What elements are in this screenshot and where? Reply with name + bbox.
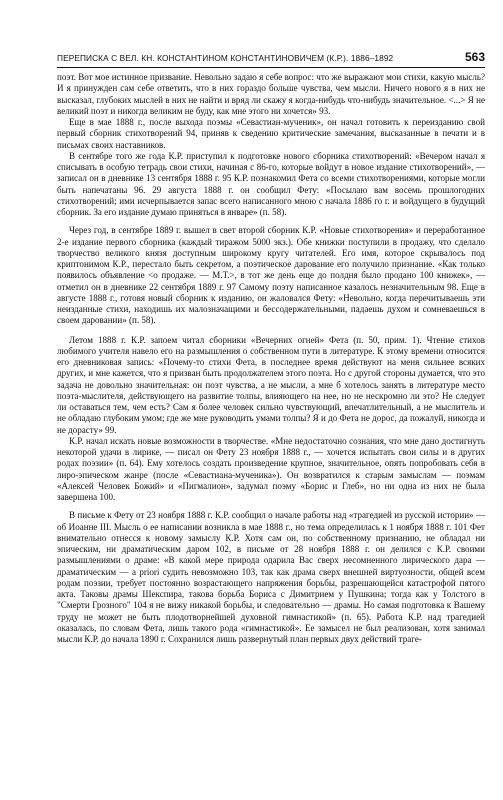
paragraph-2: Еще в мае 1888 г., после выхода поэмы «Севастиан-мученик», он начал готовить к переизданию свой первый сборник стихотворений 94, приняв к сведению критические замечания, высказанные в печати и в письмах своих наставников. [57,117,485,150]
paragraph-1: поэт. Вот мое истинное призвание. Невольно задаю я себе вопрос: что же выражают мои стихи, какую мысль? И я принужден сам себе ответить, что в них гораздо больше чувства, чем мысли. Ничего нового я в них не высказал, глубоких мыслей в них не найти и вряд ли скажу я когда-нибудь что-нибудь значительное. <...> Я не великий поэт и никогда великим не буду, как мне этого ни хочется» 93. [57,72,485,116]
header-rule [57,67,485,68]
paragraph-6: К.Р. начал искать новые возможности в творчестве. «Мне недостаточно сознания, что мне дано достигнуть некоторой удачи в лирике, — писал он Фету 23 ноября 1888 г., — хочется испытать свои силы и в других родах поэзии» (п. 64). Ему хотелось создать произведение крупное, значительное, опять попробовать себя в лиро-эпическом жанре (после «Севастиана-мученика»). Он возвратился к старым замыслам — поэмам «Алексей Человек Божий» и «Пигмалион», задумал поэму «Борис и Глеб», но ни одна из них не была завершена 100. [57,435,485,502]
paragraph-4: Через год, в сентябре 1889 г. вышел в свет второй сборник К.Р. «Новые стихотворения» и переработанное 2-е издание первого сборника (каждый тиражом 5000 экз.). Обе книжки поступили в продажу, что сделало творчество великого князя доступным широкому кругу читателей. Его имя, которое скрывалось под криптонимом К.Р., перестало быть секретом, а поэтическое дарование его получило признание. «Как только появилось объявление <о продаже. — М.Т.>, в тот же день еще до полдня было продано 100 книжек», — отметил он в дневнике 22 сентября 1889 г. 97 Самому поэту написанное казалось незначительным 98. Еще в августе 1888 г., готовя новый сборник к изданию, он жаловался Фету: «Невольно, когда перечитываешь эти неизданные стихи, находишь их малозначащими и бессодержательными, падаешь духом и сомневаешься в своем даровании» (п. 58). [57,225,485,326]
running-header [57,50,485,66]
page-number: 563 [464,50,485,64]
body-text [57,72,485,645]
running-head-title: ПЕРЕПИСКА С ВЕЛ. КН. КОНСТАНТИНОМ КОНСТАНТИНОВИЧЕМ (К.Р.). 1886–1892 [57,53,394,63]
paragraph-7: В письме к Фету от 23 ноября 1888 г. К.Р. сообщил о начале работы над «трагедией из русской истории» — об Иоанне III. Мысль о ее написании возникла в мае 1888 г., но тема определилась к 1 ноября 1888 г. 101 Фет внимательно отнесся к новому замыслу К.Р. Хотя сам он, по собственному признанию, не обладал ни эпическим, ни драматическим даром 102, в письме от 28 ноября 1888 г. он делился с К.Р. своими размышлениями о драме: «В какой мере природа одарила Вас сверх несомненного лирического дара — драматическим — a priori судить невозможно 103, так как драма сверх внешней виртуозности, общей всем родам поэзии, требует постоянно возрастающего напряжения борьбы, разрешающейся катастрофой пятого акта. Таковы драмы Шекспира, такова борьба Бориса с Димитрием у Пушкина; тогда как у Толстого в "Смерти Грозного" 104 я не вижу никакой борьбы, и следовательно — драмы. Но самая подготовка к Вашему труду не может не быть плодотворнейшей духовной гимнастикой» (п. 65). Работа К.Р. над трагедией оказалась, по словам Фета, лишь такого рода «гимнастикой». Ее замысел не был реализован, хотя занимал мысли К.Р. до начала 1890 г. Сохранился лишь развернутый план первых двух действий траге- [57,510,485,644]
paragraph-5: Летом 1888 г. К.Р. запоем читал сборники «Вечерних огней» Фета (п. 50, прим. 1). Чтение стихов любимого учителя навело его на размышления о собственном пути в литературе. К этому времени относится его дневниковая запись: «Почему-то стихи Фета, в последнее время действуют на меня сильнее всяких других, и мне кажется, что я призван быть продолжателем этого поэта. Но с другой стороны думается, что это задача не довольно значительная: он поэт чувства, а не мысли, а мне б хотелось занять в литературе место поэта-мыслителя, действующего на развитие толпы, влияющего на нее, но не нескромно ли это? Не следует ли оставаться тем, чем есть? Сам я более человек сильно чувствующий, впечатлительный, а не мыслитель и не обладаю глубоким умом; где же мне руководить умами толпы? Я и до Фета не дорос, да пожалуй, никогда и не дорасту» 99. [57,334,485,435]
paragraph-3: В сентябре того же года К.Р. приступил к подготовке нового сборника стихотворений: «Вечером начал я списывать в особую тетрадь свои стихи, начиная с 86-го, которые войдут в новое издание стихотворений», — записал он в дневнике 13 сентября 1888 г. 95 К.Р. познакомил Фета со всеми стихотворениями, которые могли быть напечатаны 96. 29 августа 1888 г. он сообщил Фету: «Посылаю вам восемь прошлогодних стихотворений; ими исчерпывается запас всего написанного мною с начала 1886 го г. и войдущего в будущий сборник. За его издание думаю приняться в январе» (п. 58). [57,150,485,217]
